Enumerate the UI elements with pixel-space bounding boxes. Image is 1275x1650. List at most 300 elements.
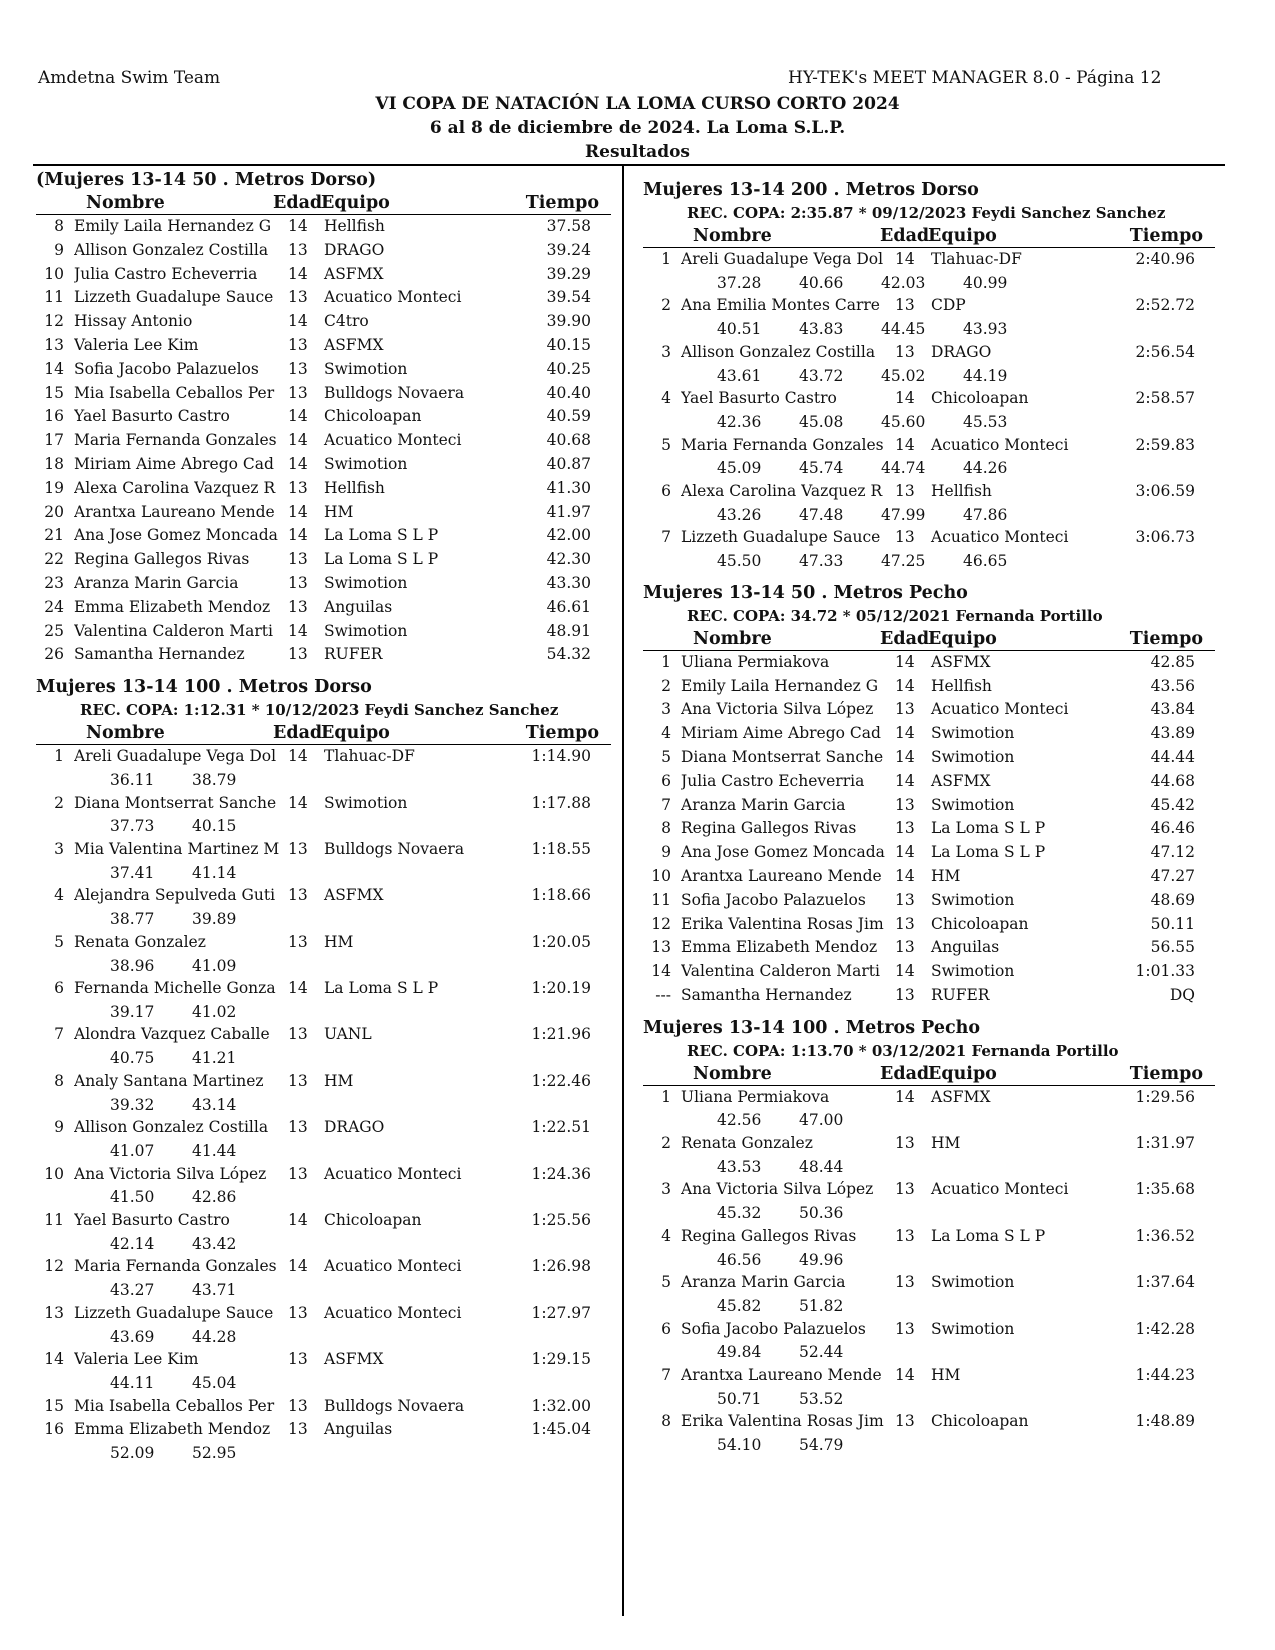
result-row <box>643 1271 1215 1295</box>
split-time: 51.82 <box>799 1297 844 1316</box>
meet-dates: 6 al 8 de diciembre de 2024. La Loma S.L.P. <box>429 118 846 138</box>
swimmer-age: 13 <box>895 890 915 909</box>
swimmer-age: 13 <box>895 795 915 814</box>
result-time: 1:42.28 <box>1135 1319 1195 1338</box>
result-time: 1:20.19 <box>531 979 591 998</box>
swimmer-team: Acuatico Monteci <box>931 435 1069 454</box>
column-header-time: Tiempo <box>1129 628 1203 649</box>
result-place: 8 <box>54 217 64 235</box>
result-row <box>643 1318 1215 1342</box>
result-row <box>36 215 611 239</box>
result-place: 18 <box>44 454 64 473</box>
swimmer-name: Emma Elizabeth Mendoz <box>74 597 271 616</box>
split-indent <box>643 1341 717 1364</box>
split-time: 54.79 <box>799 1436 844 1455</box>
results-list <box>643 248 1215 573</box>
result-place: 5 <box>661 747 671 766</box>
result-place: 15 <box>44 383 64 402</box>
swimmer-team: Chicoloapan <box>931 389 1029 408</box>
results-table-header <box>36 192 611 215</box>
result-row <box>643 1410 1215 1434</box>
split-times <box>36 908 611 931</box>
result-time: 40.15 <box>546 335 591 354</box>
result-time: 1:45.04 <box>531 1420 591 1439</box>
result-place: 6 <box>661 771 671 790</box>
result-row <box>36 334 611 358</box>
result-row <box>36 358 611 382</box>
swimmer-age: 14 <box>288 1257 308 1276</box>
swimmer-age: 14 <box>895 250 915 268</box>
swimmer-age: 13 <box>895 700 915 719</box>
swimmer-team: Tlahuac-DF <box>931 250 1022 268</box>
result-row <box>643 387 1215 411</box>
split-times <box>643 457 1215 480</box>
column-header-time: Tiempo <box>1129 226 1203 246</box>
swimmer-name: Yael Basurto Castro <box>74 1211 230 1230</box>
result-row <box>643 651 1215 675</box>
result-place: 16 <box>44 1420 64 1439</box>
result-place: 9 <box>54 1118 64 1137</box>
swimmer-name: Emma Elizabeth Mendoz <box>681 938 878 957</box>
swimmer-name: Sofia Jacobo Palazuelos <box>681 890 866 909</box>
swimmer-age: 13 <box>288 359 308 378</box>
swimmer-name: Areli Guadalupe Vega Dol <box>74 747 277 766</box>
swimmer-age: 13 <box>288 1071 308 1090</box>
split-time: 41.50 <box>110 1188 155 1207</box>
result-time: 39.90 <box>546 312 591 331</box>
result-time: 2:56.54 <box>1135 342 1195 361</box>
result-row <box>36 838 611 862</box>
results-label: Resultados <box>585 142 690 162</box>
split-time: 39.32 <box>110 1095 155 1114</box>
right-column <box>643 178 1215 1465</box>
column-header-name: Nombre <box>693 226 772 246</box>
result-place: 15 <box>44 1396 64 1415</box>
split-indent <box>643 1295 717 1318</box>
result-time: 1:32.00 <box>531 1396 591 1415</box>
split-time: 52.44 <box>799 1343 844 1362</box>
swimmer-name: Ana Victoria Silva López <box>681 1180 874 1199</box>
swimmer-team: Acuatico Monteci <box>324 431 462 450</box>
split-indent <box>36 1094 110 1117</box>
split-time: 47.48 <box>799 505 844 524</box>
column-header-time: Tiempo <box>525 193 599 213</box>
swimmer-age: 13 <box>288 1303 308 1322</box>
swimmer-name: Regina Gallegos Rivas <box>681 819 857 838</box>
split-time: 40.75 <box>110 1049 155 1068</box>
event-section <box>36 675 611 1465</box>
swimmer-name: Miriam Aime Abrego Cad <box>681 724 881 743</box>
split-time: 48.44 <box>799 1157 844 1176</box>
swimmer-team: HM <box>931 1366 961 1385</box>
swimmer-team: Chicoloapan <box>931 914 1029 933</box>
swimmer-name: Maria Fernanda Gonzales <box>74 1257 277 1276</box>
result-time: 40.25 <box>546 359 591 378</box>
swimmer-age: 14 <box>895 724 915 743</box>
swimmer-team: Anguilas <box>931 938 1000 957</box>
swimmer-team: HM <box>324 502 354 521</box>
swimmer-age: 14 <box>895 771 915 790</box>
result-row <box>643 675 1215 699</box>
swimmer-name: Maria Fernanda Gonzales <box>74 431 277 450</box>
swimmer-team: La Loma S L P <box>931 843 1046 862</box>
swimmer-team: Swimotion <box>324 573 408 592</box>
swimmer-name: Fernanda Michelle Gonza <box>74 979 276 998</box>
result-time: 3:06.73 <box>1135 528 1195 547</box>
swimmer-age: 14 <box>288 793 308 812</box>
swimmer-age: 13 <box>288 1396 308 1415</box>
split-times <box>36 1094 611 1117</box>
split-time: 42.56 <box>717 1111 762 1130</box>
swimmer-team: Swimotion <box>324 359 408 378</box>
results-list <box>643 1086 1215 1457</box>
result-time: 41.30 <box>546 478 591 497</box>
swimmer-team: Acuatico Monteci <box>324 1257 462 1276</box>
swimmer-name: Emily Laila Hernandez G <box>74 217 272 235</box>
result-time: 1:29.15 <box>531 1350 591 1369</box>
swimmer-team: ASFMX <box>324 1350 384 1369</box>
swimmer-team: Acuatico Monteci <box>931 528 1069 547</box>
swimmer-team: RUFER <box>931 985 990 1004</box>
swimmer-age: 13 <box>895 985 915 1004</box>
split-indent <box>643 272 717 295</box>
result-time: 47.12 <box>1150 843 1195 862</box>
event-title: Mujeres 13-14 200 . Metros Dorso <box>643 180 979 200</box>
result-place: 26 <box>44 645 64 664</box>
split-indent <box>36 1372 110 1395</box>
split-times <box>643 272 1215 295</box>
split-time: 45.82 <box>717 1297 762 1316</box>
split-time: 43.71 <box>192 1281 237 1300</box>
swimmer-name: Alexa Carolina Vazquez R <box>74 478 276 497</box>
split-time: 43.42 <box>192 1234 237 1253</box>
swimmer-age: 13 <box>895 1319 915 1338</box>
swimmer-team: Hellfish <box>324 217 385 235</box>
swimmer-team: Tlahuac-DF <box>324 747 415 766</box>
column-header-team: Equipo <box>928 1063 997 1084</box>
swimmer-team: UANL <box>324 1025 372 1044</box>
split-times <box>36 862 611 885</box>
column-header-age: Edad <box>273 723 323 744</box>
result-time: 39.24 <box>546 240 591 259</box>
swimmer-age: 14 <box>288 407 308 426</box>
result-time: 54.32 <box>546 645 591 664</box>
swimmer-age: 13 <box>288 1118 308 1137</box>
result-time: 1:27.97 <box>531 1303 591 1322</box>
split-times <box>643 411 1215 434</box>
result-row <box>643 722 1215 746</box>
result-row <box>643 817 1215 841</box>
swimmer-team: HM <box>931 1134 961 1153</box>
split-time: 46.65 <box>963 552 1008 571</box>
swimmer-name: Ana Victoria Silva López <box>681 700 874 719</box>
split-time: 53.52 <box>799 1389 844 1408</box>
split-time: 50.71 <box>717 1389 762 1408</box>
result-place: 8 <box>54 1071 64 1090</box>
swimmer-team: Swimotion <box>931 1319 1015 1338</box>
split-time: 43.93 <box>963 320 1008 339</box>
result-time: 1:22.51 <box>531 1118 591 1137</box>
split-time: 44.19 <box>963 366 1008 385</box>
result-time: 42.30 <box>546 550 591 569</box>
swimmer-team: Hellfish <box>324 478 385 497</box>
split-indent <box>36 862 110 885</box>
swimmer-team: ASFMX <box>931 1087 991 1106</box>
column-header-age: Edad <box>880 1063 930 1084</box>
result-row <box>36 1116 611 1140</box>
swimmer-name: Yael Basurto Castro <box>74 407 230 426</box>
result-time: 2:58.57 <box>1135 389 1195 408</box>
split-time: 41.07 <box>110 1142 155 1161</box>
result-row <box>643 1225 1215 1249</box>
swimmer-age: 13 <box>895 528 915 547</box>
result-time: 48.91 <box>546 621 591 640</box>
results-list <box>643 651 1215 1008</box>
result-time: 1:37.64 <box>1135 1273 1195 1292</box>
result-time: 40.87 <box>546 454 591 473</box>
split-indent <box>643 1249 717 1272</box>
result-place: 1 <box>661 250 671 268</box>
result-time: 46.61 <box>546 597 591 616</box>
split-indent <box>36 955 110 978</box>
swimmer-age: 13 <box>288 240 308 259</box>
split-times <box>643 1109 1215 1132</box>
swimmer-age: 13 <box>288 383 308 402</box>
swimmer-name: Maria Fernanda Gonzales <box>681 435 884 454</box>
result-time: 1:21.96 <box>531 1025 591 1044</box>
meet-title-block <box>0 92 1275 164</box>
split-time: 41.44 <box>192 1142 237 1161</box>
result-time: 1:31.97 <box>1135 1134 1195 1153</box>
result-row <box>36 977 611 1001</box>
swimmer-team: Anguilas <box>324 597 393 616</box>
swimmer-age: 14 <box>288 526 308 545</box>
split-times <box>643 1295 1215 1318</box>
result-row <box>36 382 611 406</box>
split-times <box>36 815 611 838</box>
swimmer-name: Ana Jose Gomez Moncada <box>74 526 278 545</box>
swimmer-name: Miriam Aime Abrego Cad <box>74 454 274 473</box>
result-place: 4 <box>661 1226 671 1245</box>
results-table-header <box>643 628 1215 651</box>
split-indent <box>36 1186 110 1209</box>
swimmer-age: 14 <box>895 1087 915 1106</box>
result-row <box>36 310 611 334</box>
swimmer-team: HM <box>931 866 961 885</box>
split-times <box>643 550 1215 573</box>
swimmer-name: Ana Victoria Silva López <box>74 1164 267 1183</box>
result-place: 2 <box>661 296 671 315</box>
swimmer-name: Emma Elizabeth Mendoz <box>74 1420 271 1439</box>
split-time: 40.15 <box>192 817 237 836</box>
swimmer-team: DRAGO <box>931 342 992 361</box>
swimmer-age: 13 <box>895 296 915 315</box>
swimmer-team: ASFMX <box>324 335 384 354</box>
split-indent <box>36 1047 110 1070</box>
column-header-name: Nombre <box>86 723 165 744</box>
result-row <box>36 405 611 429</box>
swimmer-name: Uliana Permiakova <box>681 1087 830 1106</box>
result-row <box>36 1418 611 1442</box>
swimmer-team: ASFMX <box>324 886 384 905</box>
swimmer-team: DRAGO <box>324 1118 385 1137</box>
swimmer-age: 13 <box>288 1164 308 1183</box>
result-place: 7 <box>661 528 671 547</box>
result-row <box>36 1070 611 1094</box>
result-time: 1:26.98 <box>531 1257 591 1276</box>
split-time: 46.56 <box>717 1250 762 1269</box>
split-indent <box>36 1001 110 1024</box>
swimmer-age: 13 <box>288 550 308 569</box>
swimmer-team: Hellfish <box>931 676 992 695</box>
result-time: 40.40 <box>546 383 591 402</box>
event-record: REC. COPA: 2:35.87 * 09/12/2023 Feydi Sanchez Sanchez <box>687 204 1166 222</box>
swimmer-name: Lizzeth Guadalupe Sauce <box>74 288 274 307</box>
result-place: 6 <box>661 481 671 500</box>
swimmer-age: 14 <box>288 454 308 473</box>
swimmer-age: 13 <box>895 342 915 361</box>
left-column <box>36 168 611 1473</box>
split-time: 42.14 <box>110 1234 155 1253</box>
swimmer-team: Acuatico Monteci <box>931 700 1069 719</box>
swimmer-age: 13 <box>895 1273 915 1292</box>
split-times <box>643 1249 1215 1272</box>
swimmer-name: Sofia Jacobo Palazuelos <box>74 359 259 378</box>
swimmer-team: C4tro <box>324 312 369 331</box>
split-time: 41.09 <box>192 956 237 975</box>
result-time: 1:14.90 <box>531 747 591 766</box>
swimmer-team: HM <box>324 932 354 951</box>
split-times <box>643 1156 1215 1179</box>
event-title: Mujeres 13-14 100 . Metros Pecho <box>643 1017 981 1038</box>
split-time: 47.00 <box>799 1111 844 1130</box>
results-table-header <box>643 1063 1215 1086</box>
swimmer-team: Chicoloapan <box>931 1412 1029 1431</box>
split-indent <box>643 1434 717 1457</box>
result-place: 10 <box>651 866 671 885</box>
split-time: 44.26 <box>963 459 1008 478</box>
swimmer-name: Valeria Lee Kim <box>74 1350 199 1369</box>
result-place: 11 <box>44 1211 64 1230</box>
result-place: 10 <box>44 1164 64 1183</box>
swimmer-team: La Loma S L P <box>324 526 439 545</box>
result-row <box>643 248 1215 272</box>
split-time: 40.66 <box>799 273 844 292</box>
swimmer-age: 13 <box>288 932 308 951</box>
split-times <box>643 318 1215 341</box>
swimmer-name: Yael Basurto Castro <box>681 389 837 408</box>
swimmer-team: Acuatico Monteci <box>324 288 462 307</box>
swimmer-age: 14 <box>895 866 915 885</box>
result-place: 4 <box>54 886 64 905</box>
result-place: 12 <box>44 312 64 331</box>
split-times <box>643 1341 1215 1364</box>
split-times <box>36 1326 611 1349</box>
result-row <box>643 960 1215 984</box>
result-row <box>643 913 1215 937</box>
result-place: 7 <box>661 1366 671 1385</box>
swimmer-name: Areli Guadalupe Vega Dol <box>681 250 884 268</box>
result-place: 1 <box>661 652 671 671</box>
split-time: 47.99 <box>881 505 926 524</box>
column-header-team: Equipo <box>321 723 390 744</box>
result-time: 1:22.46 <box>531 1071 591 1090</box>
result-time: 45.42 <box>1150 795 1195 814</box>
swimmer-name: Allison Gonzalez Costilla <box>681 342 876 361</box>
swimmer-name: Valeria Lee Kim <box>74 335 199 354</box>
swimmer-age: 14 <box>895 962 915 981</box>
split-time: 44.45 <box>881 320 926 339</box>
split-times <box>643 1388 1215 1411</box>
split-indent <box>36 1442 110 1465</box>
split-time: 45.04 <box>192 1374 237 1393</box>
split-time: 41.21 <box>192 1049 237 1068</box>
result-time: 2:52.72 <box>1135 296 1195 315</box>
result-row <box>643 746 1215 770</box>
split-time: 45.09 <box>717 459 762 478</box>
result-place: 7 <box>54 1025 64 1044</box>
swimmer-age: 13 <box>288 645 308 664</box>
swimmer-team: La Loma S L P <box>931 819 1046 838</box>
swimmer-team: Bulldogs Novaera <box>324 839 465 858</box>
result-time: 40.59 <box>546 407 591 426</box>
result-row <box>643 865 1215 889</box>
swimmer-age: 14 <box>288 431 308 450</box>
result-time: 43.30 <box>546 573 591 592</box>
result-place: 10 <box>44 264 64 283</box>
result-place: 16 <box>44 407 64 426</box>
swimmer-name: Renata Gonzalez <box>74 932 206 951</box>
split-times <box>36 1047 611 1070</box>
split-time: 42.03 <box>881 273 926 292</box>
column-header-age: Edad <box>880 628 930 649</box>
split-time: 45.02 <box>881 366 926 385</box>
split-indent <box>643 1109 717 1132</box>
result-place: 24 <box>44 597 64 616</box>
result-row <box>36 792 611 816</box>
result-row <box>36 1023 611 1047</box>
swimmer-name: Samantha Hernandez <box>74 645 245 664</box>
swimmer-name: Diana Montserrat Sanche <box>74 793 277 812</box>
split-time: 43.69 <box>110 1327 155 1346</box>
result-place: 1 <box>54 747 64 766</box>
swimmer-age: 13 <box>895 1226 915 1245</box>
result-row <box>643 434 1215 458</box>
swimmer-team: Chicoloapan <box>324 407 422 426</box>
result-time: 1:48.89 <box>1135 1412 1195 1431</box>
swimmer-age: 14 <box>288 217 308 235</box>
swimmer-name: Regina Gallegos Rivas <box>681 1226 857 1245</box>
swimmer-name: Erika Valentina Rosas Jim <box>681 1412 884 1431</box>
result-place: 19 <box>44 478 64 497</box>
result-row <box>36 1255 611 1279</box>
swimmer-team: La Loma S L P <box>931 1226 1046 1245</box>
result-row <box>36 1302 611 1326</box>
result-row <box>36 1163 611 1187</box>
header-divider <box>33 164 1225 166</box>
swimmer-name: Aranza Marin Garcia <box>681 1273 846 1292</box>
split-indent <box>643 365 717 388</box>
split-indent <box>643 550 717 573</box>
swimmer-age: 14 <box>288 747 308 766</box>
swimmer-name: Lizzeth Guadalupe Sauce <box>681 528 881 547</box>
split-indent <box>643 1388 717 1411</box>
swimmer-age: 13 <box>895 1412 915 1431</box>
split-time: 44.28 <box>192 1327 237 1346</box>
result-time: 1:18.55 <box>531 839 591 858</box>
swimmer-team: Swimotion <box>931 747 1015 766</box>
swimmer-age: 13 <box>288 597 308 616</box>
